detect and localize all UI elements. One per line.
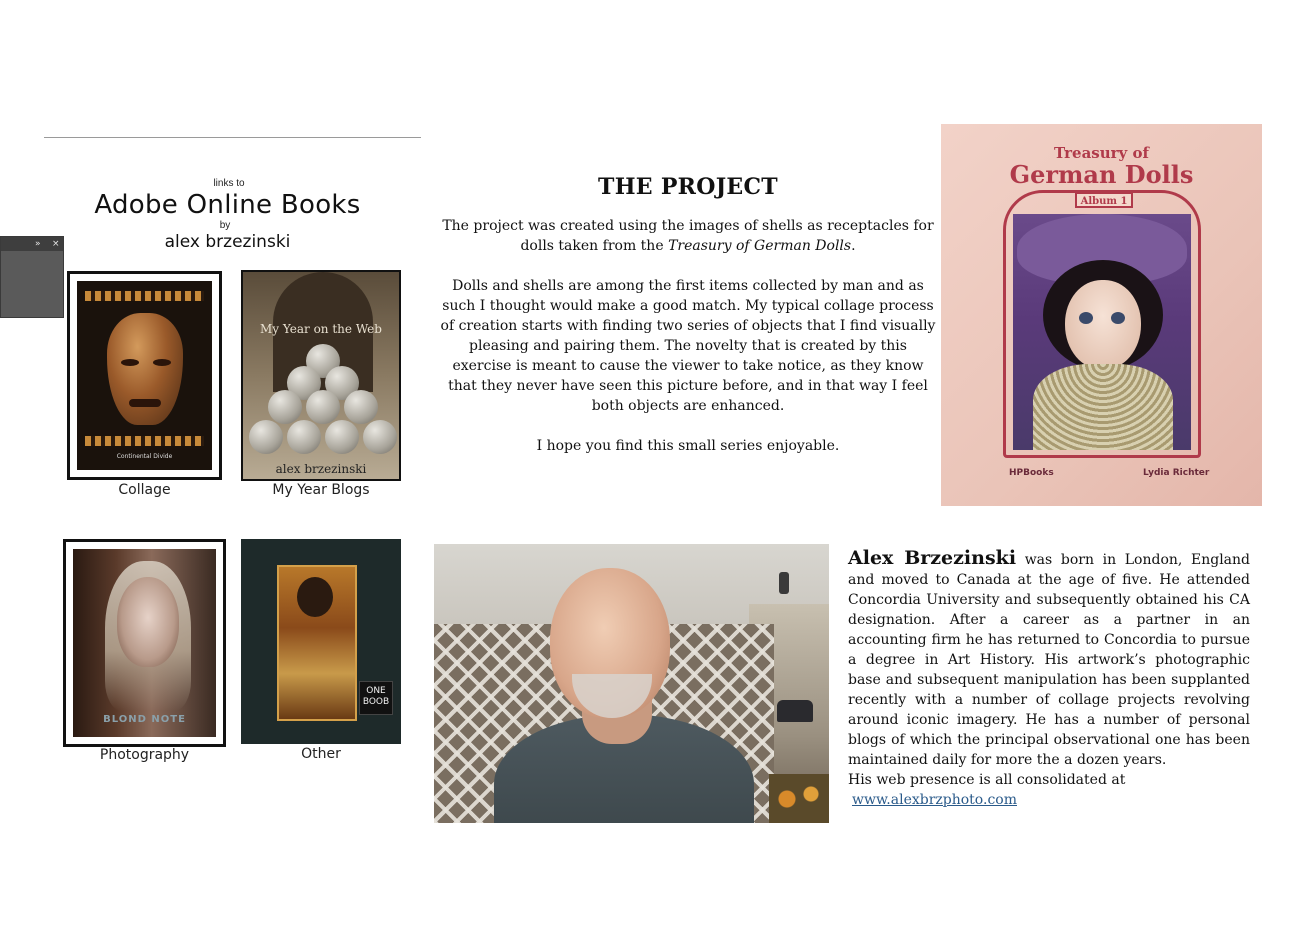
artist-portrait-photo <box>434 544 829 823</box>
links-to-label: links to <box>213 178 245 189</box>
cannonball <box>325 420 359 454</box>
project-text-span: . <box>851 238 856 254</box>
web-presence-line: His web presence is all consolidated at <box>848 772 1126 788</box>
street-lamp <box>779 572 789 594</box>
cannonball <box>363 420 397 454</box>
collage-inner-title: Continental Divide <box>116 453 173 460</box>
cannonball <box>287 420 321 454</box>
book-title-emphasis: Treasury of German Dolls <box>668 238 852 254</box>
floating-tool-panel[interactable] <box>0 236 64 318</box>
artist-bio <box>848 548 1250 810</box>
photography-inner-title: BLOND NOTE <box>103 714 186 725</box>
other-caption[interactable]: Other <box>301 746 341 762</box>
doll-eye-left <box>1079 312 1093 324</box>
book-title-line-1: Treasury of <box>1054 144 1149 162</box>
collage-book-thumbnail[interactable] <box>67 271 222 480</box>
bio-text: was born in London, England and moved to Canada at the age of five. He attended Concordia University and subsequently obtained his CA designation. After a career as a partner in an accounting firm he has returned to Concordia to pursue a degree in Art History. His artwork’s photographic base and subsequent manipulation has been supplanted recently with a number of collage projects revolving around iconic imagery. He has a number of personal blogs of which the principal observational one has been maintained daily for more the a dozen years. <box>848 552 1250 768</box>
face-shape <box>117 577 179 667</box>
website-link[interactable]: www.alexbrzphoto.com <box>852 792 1017 808</box>
mask-shape <box>107 313 183 425</box>
collage-caption[interactable]: Collage <box>118 482 171 498</box>
expand-icon[interactable]: » <box>35 239 41 249</box>
project-text-span: The project was created using the images of shells as receptacles for dolls taken from the <box>442 218 934 254</box>
project-paragraph-1 <box>440 216 936 256</box>
mask-mouth <box>129 399 161 407</box>
book-cover-image <box>941 124 1262 506</box>
doll-face <box>1065 280 1141 370</box>
photography-caption[interactable]: Photography <box>99 747 190 763</box>
photography-book-thumbnail[interactable] <box>63 539 226 747</box>
doll-eye-right <box>1111 312 1125 324</box>
mask-eye-left <box>121 359 139 366</box>
project-paragraph-3: I hope you find this small series enjoyable. <box>536 438 840 454</box>
by-label: by <box>219 220 231 231</box>
other-book-thumbnail[interactable] <box>241 539 401 744</box>
my-year-blogs-thumbnail[interactable] <box>241 270 401 481</box>
author-subtitle: alex brzezinski <box>164 232 291 252</box>
my-year-author: alex brzezinski <box>275 462 367 476</box>
close-icon[interactable]: × <box>52 239 60 249</box>
mask-artwork-image <box>77 281 212 470</box>
project-description <box>440 216 936 476</box>
pattern-band-bottom <box>85 436 204 446</box>
one-boob-badge: ONE BOOB <box>359 681 393 715</box>
album-label: Album 1 <box>1075 192 1133 208</box>
book-title-line-2: German Dolls <box>1009 160 1194 189</box>
cannonball <box>306 390 340 424</box>
cannonball <box>268 390 302 424</box>
flower-bed <box>769 774 829 823</box>
book-author: Lydia Richter <box>1143 468 1210 478</box>
my-year-title: My Year on the Web <box>260 322 382 336</box>
pattern-band-top <box>85 291 204 301</box>
cannonball <box>344 390 378 424</box>
divider-line <box>44 137 421 138</box>
figure-head <box>297 577 333 617</box>
parked-car <box>777 700 813 722</box>
mask-eye-right <box>153 359 171 366</box>
doll-illustration <box>1013 214 1191 450</box>
my-year-blogs-caption[interactable]: My Year Blogs <box>272 482 370 498</box>
cannonball <box>249 420 283 454</box>
site-title: Adobe Online Books <box>94 190 361 220</box>
doll-lace-collar <box>1033 364 1173 450</box>
project-heading: THE PROJECT <box>598 174 778 200</box>
project-paragraph-2: Dolls and shells are among the first items collected by man and as such I thought would make a good match. My typical collage process of creation starts with finding two series of objects that I find visually pleasing and pairing them. The novelty that is created by this exercise is meant to cause the viewer to take notice, as they know that they never have seen this picture before, and in that way I feel both objects are enhanced. <box>440 278 936 414</box>
artist-name: Alex Brzezinski <box>848 547 1017 569</box>
portrait-photo-image <box>73 549 216 737</box>
book-publisher: HPBooks <box>1009 468 1054 478</box>
panel-title-bar[interactable] <box>1 237 63 251</box>
